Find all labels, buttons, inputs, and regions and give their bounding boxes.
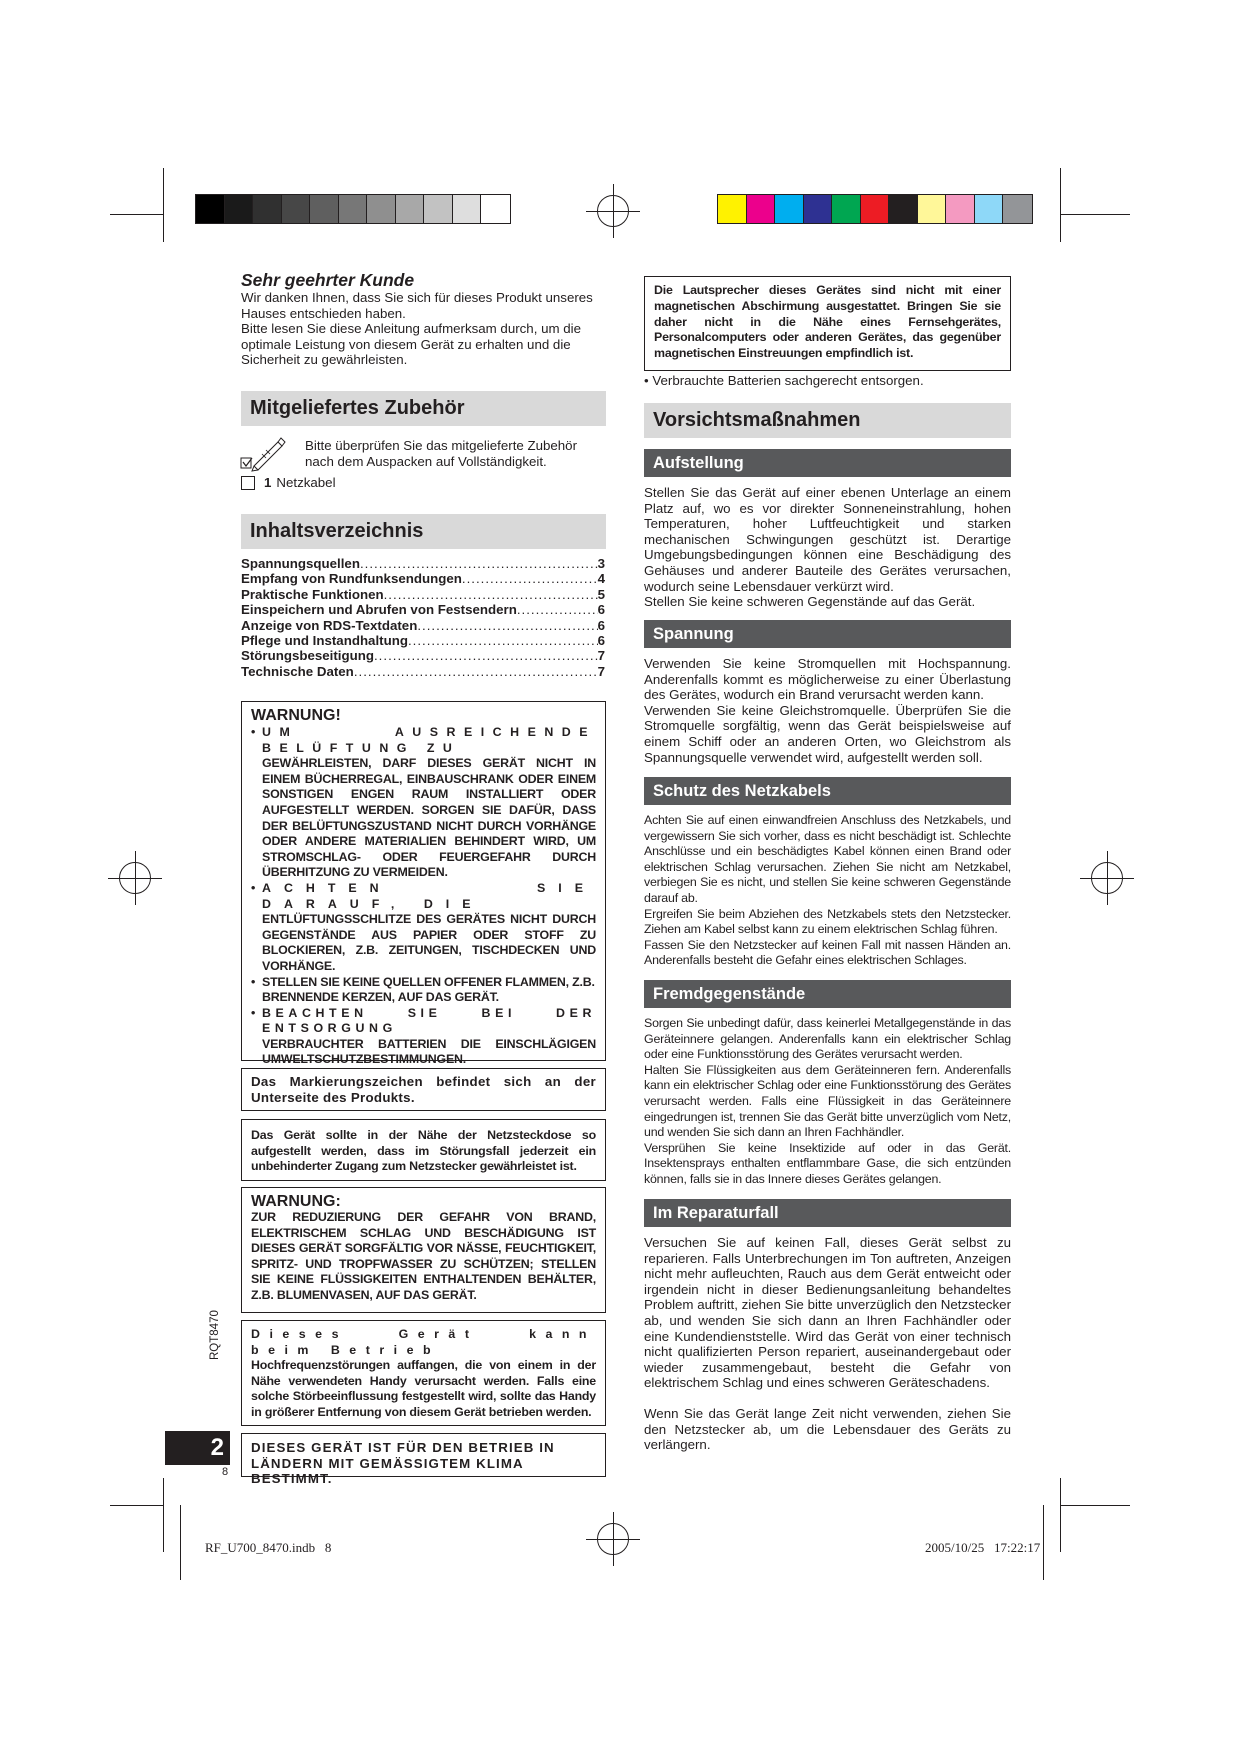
toc-entry[interactable] — [241, 587, 605, 602]
toc-entry-title: Spannungsquellen — [241, 556, 360, 571]
toc-entry-page: 4 — [597, 571, 605, 587]
color-swatch — [889, 195, 918, 223]
color-swatch — [918, 195, 947, 223]
warning2-body: ZUR REDUZIERUNG DER GEFAHR VON BRAND, ELEKTRISCHEM SCHLAG UND BESCHÄDIGUNG IST DIESES GERÄT SORGFÄLTIG VOR NÄSSE, FEUCHTIGKEIT, SPRITZ- UND TROPFWASSER ZU SCHÜTZEN; STELLEN SIE KEINE FLÜSSIGKEITEN ENTHALTENDEN BEHÄLTER, Z.B. BLUMENVASEN, AUF DAS GERÄT. — [251, 1210, 596, 1302]
page-number-tab: 2 — [165, 1431, 230, 1465]
warning-bullet-ventilation: • UM AUSREICHENDE BELÜFTUNG ZU GEWÄHRLEISTEN, DARF DIESES GERÄT NICHT IN EINEM BÜCHERREGAL, EINBAUSCHRANK ODER EINEM SONSTIGEN ENGEN RAUM INSTALLIERT ODER AUFGESTELLT WERDEN. SORGEN SIE DAFÜR, DASS DER BELÜFTUNGSZUSTAND NICHT DURCH VORHÄNGE ODER ANDERE MATERIALIEN BEHINDERT WIRD, UM STROMSCHLAG- ODER FEUERGEFAHR DURCH ÜBERHITZUNG ZU VERMEIDEN. — [251, 725, 596, 880]
toc-entry-title: Pflege und Instandhaltung — [241, 633, 408, 649]
toc-leader-dots — [354, 664, 598, 679]
warning-bullet-batteries: • BEACHTEN SIE BEI DER ENTSORGUNG VERBRAUCHTER BATTERIEN DIE EINSCHLÄGIGEN UMWELTSCHUTZBESTIMMUNGEN. — [251, 1005, 596, 1067]
toc-entry-title: Anzeige von RDS-Textdaten — [241, 617, 418, 633]
intro-paragraph-1: Wir danken Ihnen, dass Sie sich für dieses Produkt unseres Hauses entschieden haben. — [241, 290, 593, 321]
foreign-objects-text: Sorgen Sie unbedingt dafür, dass keinerlei Metallgegenstände in das Geräteinnere gelangen. Anderenfalls kann ein elektrischer Schlag oder eine Funktionsstörung des Gerätes verursacht werden. Halten Sie Flüssigkeiten aus dem Geräteinneren fern. Anderenfalls kann ein elektrischer Schlag oder eine Funktionsstörung des Gerätes verursacht werden. Falls eine Flüssigkeit in das Geräteinnere eingedrungen ist, trennen Sie das Gerät bitte unverzüglich vom Netz, und wenden Sie sich dann an Ihren Fachhändler. Versprühen Sie keine Insektizide auf oder in das Gerät. Insektensprays enthalten entflammbare Gase, die sich entzünden können, falls sie in das Innere dieses Gerätes gelangen. — [644, 1016, 1011, 1186]
gray-swatch — [253, 195, 282, 223]
toc-entry-page: 6 — [597, 633, 605, 649]
setup-text: Stellen Sie das Gerät auf einer ebenen Unterlage an einem Platz auf, wo es vor direkter Sonneneinstrahlung, hohen Temperaturen, hoher Luftfeuchtigkeit und starken mechanischen Schwingungen geschützt ist. Derartige Umgebungsbedingungen können eine Beschädigung des Gehäuses und anderer Bauteile des Gerätes verursachen, wodurch seine Lebensdauer verkürzt wird. Stellen Sie keine schweren Gegenstände auf das Gerät. — [644, 485, 1011, 610]
model-code: RQT8470 — [209, 1310, 221, 1360]
cmyk-color-bar — [717, 194, 1033, 224]
accessory-checkbox[interactable] — [241, 476, 255, 490]
gray-swatch — [196, 195, 225, 223]
registration-mark-top — [597, 195, 629, 227]
voltage-heading: Spannung — [644, 620, 1011, 648]
gray-swatch — [339, 195, 368, 223]
warning-box-ventilation — [241, 701, 606, 1067]
toc-entry-page: 3 — [597, 556, 605, 571]
warning-title: WARNUNG! — [251, 707, 341, 724]
registration-mark-right — [1091, 862, 1123, 894]
toc-entry[interactable] — [241, 602, 605, 617]
registration-mark-bottom — [597, 1523, 629, 1555]
intro-section — [241, 270, 606, 368]
greeting-heading: Sehr geehrter Kunde — [241, 270, 415, 290]
color-swatch — [775, 195, 804, 223]
warning-box-moisture — [241, 1187, 606, 1313]
warning-bullet-flames: • STELLEN SIE KEINE QUELLEN OFFENER FLAMMEN, Z.B. BRENNENDE KERZEN, AUF DAS GERÄT. — [251, 974, 595, 1005]
gray-swatch — [282, 195, 311, 223]
toc-leader-dots — [360, 556, 598, 571]
repair-heading: Im Reparaturfall — [644, 1199, 1011, 1227]
setup-heading: Aufstellung — [644, 449, 1011, 477]
power-cable-heading: Schutz des Netzkabels — [644, 777, 1011, 805]
gray-swatch — [453, 195, 482, 223]
mobile-phone-note-box: Dieses Gerät kann beim Betrieb Hochfrequenzstörungen auffangen, die von einem in der Nähe verwendeten Handy verursacht werden. Falls eine solche Störbeeinflussung festgestellt wird, sollte das Handy in größerer Entfernung von diesem Gerät betrieben werden. — [241, 1320, 606, 1426]
gray-swatch — [310, 195, 339, 223]
climate-note-box: DIESES GERÄT IST FÜR DEN BETRIEB IN LÄNDERN MIT GEMÄSSIGTEM KLIMA BESTIMMT. — [241, 1433, 606, 1477]
color-swatch — [747, 195, 776, 223]
color-swatch — [804, 195, 833, 223]
accessory-label: Netzkabel — [276, 475, 336, 490]
color-swatch — [946, 195, 975, 223]
page-number-small: 8 — [222, 1466, 229, 1478]
gray-swatch — [225, 195, 254, 223]
gray-swatch — [396, 195, 425, 223]
toc-entry[interactable] — [241, 571, 605, 586]
warning-bullet-vents: • ACHTEN SIE DARAUF, DIE ENTLÜFTUNGSSCHLITZE DES GERÄTES NICHT DURCH GEGENSTÄNDE AUS PAPIER ODER STOFF ZU BLOCKIEREN, Z.B. ZEITUNGEN, TISCHDECKEN UND VORHÄNGE. — [251, 880, 596, 973]
table-of-contents — [241, 556, 605, 679]
accessories-note: Bitte überprüfen Sie das mitgelieferte Zubehör nach dem Auspacken auf Vollständigkeit. — [305, 438, 578, 469]
toc-entry-page: 6 — [597, 617, 605, 633]
color-swatch — [718, 195, 747, 223]
toc-entry[interactable] — [241, 648, 605, 663]
warning2-title: WARNUNG: — [251, 1193, 341, 1210]
toc-entry[interactable] — [241, 633, 605, 648]
voltage-text: Verwenden Sie keine Stromquellen mit Hochspannung. Anderenfalls kommt es möglicherweise zu einer Überlastung des Gerätes, wodurch ein Brand verursacht werden kann. Verwenden Sie keine Gleichstromquelle. Überprüfen Sie die Stromquelle sorgfältig, wenn das Gerät beispielsweise auf einem Schiff oder an anderen Orten, wo Gleichstrom als Spannungsquelle verwendet wird, aufgestellt werden soll. — [644, 656, 1011, 765]
toc-leader-dots — [374, 648, 598, 663]
toc-leader-dots — [417, 618, 597, 633]
color-swatch — [832, 195, 861, 223]
registration-mark-left — [119, 862, 151, 894]
power-cable-text: Achten Sie auf einen einwandfreien Anschluss des Netzkabels, und vergewissern Sie sich vorher, dass es nicht beschädigt ist. Schlechte Anschlüsse und ein beschädigtes Kabel können einen Brand oder elektrischen Schlag verursachen. Ziehen Sie nicht am Netzkabel, verbiegen Sie es nicht, und stellen Sie keine schweren Gegenstände darauf ab. Ergreifen Sie beim Abziehen des Netzkabels stets den Netzstecker. Ziehen am Kabel selbst kann zu einem elektrischen Schlag führen. Fassen Sie den Netzstecker auf keinen Fall mit nassen Händen an. Anderenfalls besteht die Gefahr eines elektrischen Schlages. — [644, 813, 1011, 968]
toc-leader-dots — [462, 571, 598, 586]
toc-entry-page: 5 — [597, 586, 605, 602]
toc-entry[interactable] — [241, 618, 605, 633]
color-swatch — [975, 195, 1004, 223]
toc-leader-dots — [408, 633, 598, 648]
color-swatch — [861, 195, 890, 223]
toc-entry-page: 7 — [597, 648, 605, 664]
gray-swatch — [367, 195, 396, 223]
accessory-quantity: 1 — [264, 475, 272, 490]
color-swatch — [1003, 195, 1032, 223]
toc-entry-title: Störungsbeseitigung — [241, 648, 374, 664]
toc-entry-page: 7 — [597, 663, 605, 679]
toc-entry[interactable] — [241, 556, 605, 571]
toc-leader-dots — [384, 587, 598, 602]
toc-entry-title: Technische Daten — [241, 663, 354, 679]
footer-date: 2005/10/25 17:22:17 — [925, 1540, 1041, 1555]
repair-text: Versuchen Sie auf keinen Fall, dieses Gerät selbst zu reparieren. Falls Unterbrechungen im Ton auftreten, Anzeigen nicht mehr aufleuchten, Rauch aus dem Gerät entweicht oder irgendein nicht in dieser Bedienungsanleitung behandeltes Problem auftritt, ziehen Sie bitte unverzüglich den Netzstecker ab, und wenden Sie sich dann an Ihren Fachhändler oder eine Kundendienststelle. Wird das Gerät von einer technisch nicht qualifizierten Person repariert, auseinandergebaut oder wieder zusammengebaut, besteht die Gefahr von elektrischem Schlag und eines schweren Geräteschadens. Wenn Sie das Gerät lange Zeit nicht verwenden, ziehen Sie den Netzstecker ab, um die Lebensdauer des Geräts zu verlängern. — [644, 1235, 1011, 1453]
gray-swatch — [424, 195, 453, 223]
checklist-icon — [240, 436, 290, 472]
battery-disposal-note: • Verbrauchte Batterien sachgerecht entsorgen. — [644, 373, 924, 388]
accessories-heading: Mitgeliefertes Zubehör — [241, 391, 606, 426]
accessory-item — [241, 475, 336, 491]
speaker-shield-box: Die Lautsprecher dieses Gerätes sind nicht mit einer magnetischen Abschirmung ausgestattet. Bringen Sie sie daher nicht in die Nähe eines Fernsehgerätes, Personalcomputers oder anderen Gerätes, das gegenüber magnetischen Einstreuungen empfindlich ist. — [644, 276, 1011, 371]
toc-entry-title: Einspeichern und Abrufen von Festsendern — [241, 602, 517, 618]
footer-file-name: RF_U700_8470.indb 8 — [205, 1540, 332, 1555]
toc-entry[interactable] — [241, 664, 605, 679]
socket-note-box: Das Gerät sollte in der Nähe der Netzsteckdose so aufgestellt werden, dass im Störungsfall jederzeit ein unbehinderter Zugang zum Netzstecker gewährleistet ist. — [241, 1119, 606, 1181]
toc-entry-title: Praktische Funktionen — [241, 586, 384, 602]
toc-leader-dots — [517, 602, 598, 617]
gray-swatch — [481, 195, 510, 223]
precautions-heading: Vorsichtsmaßnahmen — [644, 403, 1011, 438]
toc-entry-title: Empfang von Rundfunksendungen — [241, 571, 462, 587]
toc-entry-page: 6 — [597, 602, 605, 618]
foreign-objects-heading: Fremdgegenstände — [644, 980, 1011, 1008]
intro-paragraph-2: Bitte lesen Sie diese Anleitung aufmerksam durch, um die optimale Leistung von diesem Gerät zu erhalten und die Sicherheit zu gewährleisten. — [241, 321, 581, 368]
grayscale-color-bar — [195, 194, 511, 224]
marking-note-box: Das Markierungszeichen befindet sich an der Unterseite des Produkts. — [241, 1068, 606, 1111]
contents-heading: Inhaltsverzeichnis — [241, 514, 606, 549]
